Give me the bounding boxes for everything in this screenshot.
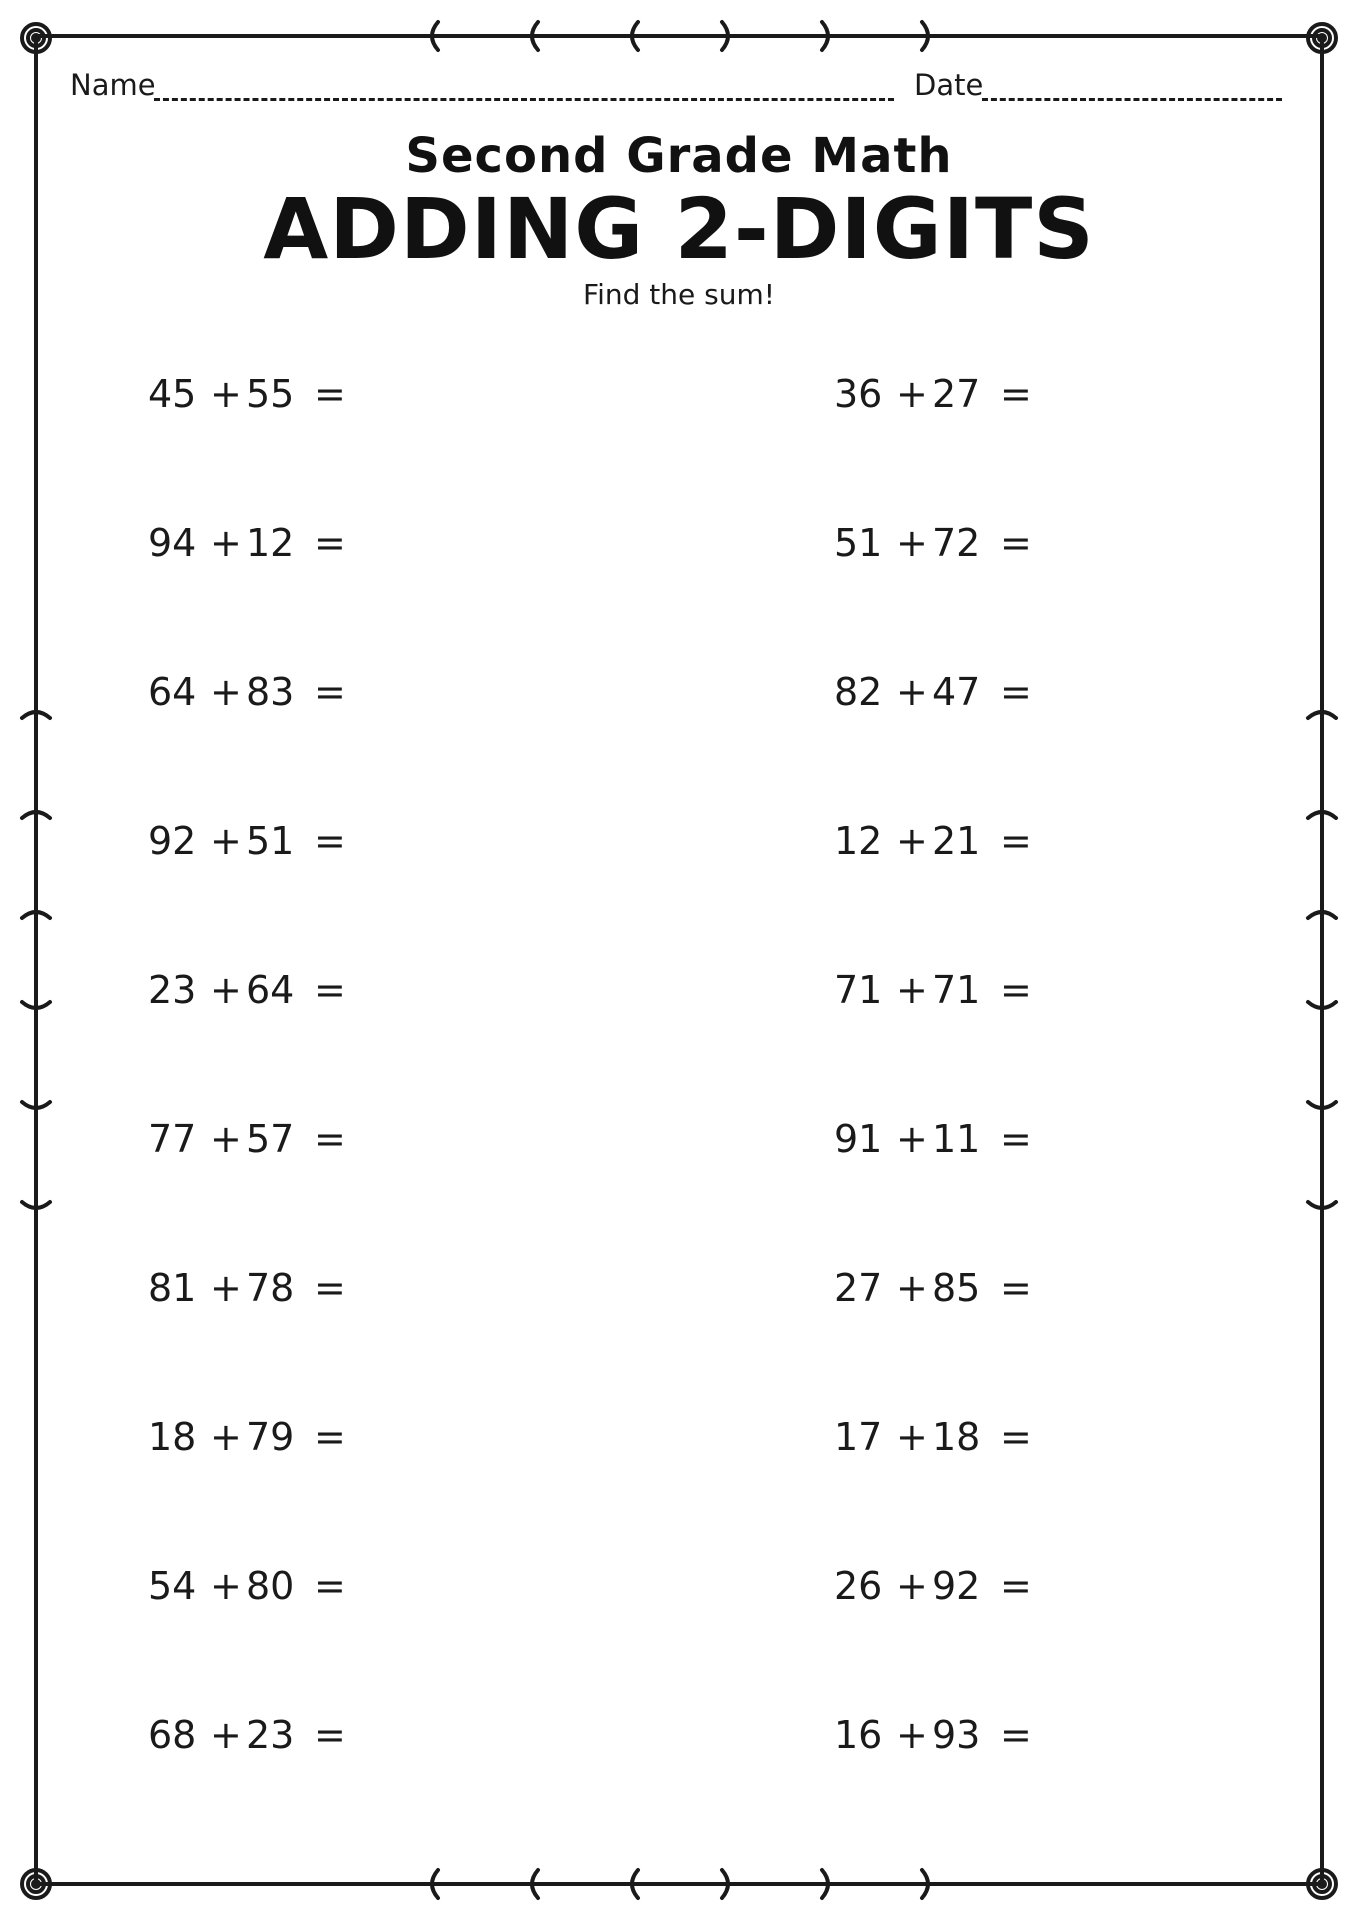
- equals-sign: =: [1000, 1415, 1032, 1459]
- addend-b: 80: [246, 1564, 295, 1608]
- addend-a: 16: [834, 1713, 883, 1757]
- answer-area[interactable]: [1034, 1415, 1194, 1459]
- plus-sign: +: [896, 1713, 928, 1757]
- plus-sign: +: [896, 670, 928, 714]
- instructions: Find the sum!: [583, 278, 775, 311]
- addend-b: 27: [932, 372, 981, 416]
- plus-sign: +: [210, 372, 242, 416]
- equals-sign: =: [314, 968, 346, 1012]
- plus-sign: +: [210, 1117, 242, 1161]
- answer-area[interactable]: [1034, 372, 1194, 416]
- plus-sign: +: [896, 1415, 928, 1459]
- equals-sign: =: [1000, 1117, 1032, 1161]
- plus-sign: +: [210, 521, 242, 565]
- name-label: Name: [70, 68, 156, 102]
- addend-b: 72: [932, 521, 981, 565]
- addend-a: 54: [148, 1564, 197, 1608]
- addend-b: 47: [932, 670, 981, 714]
- equals-sign: =: [1000, 1266, 1032, 1310]
- answer-area[interactable]: [348, 819, 508, 863]
- addend-a: 64: [148, 670, 197, 714]
- plus-sign: +: [210, 670, 242, 714]
- addend-b: 11: [932, 1117, 981, 1161]
- answer-area[interactable]: [348, 968, 508, 1012]
- plus-sign: +: [210, 1713, 242, 1757]
- plus-sign: +: [210, 819, 242, 863]
- plus-sign: +: [210, 968, 242, 1012]
- plus-sign: +: [896, 1266, 928, 1310]
- equals-sign: =: [314, 1415, 346, 1459]
- addend-a: 18: [148, 1415, 197, 1459]
- equals-sign: =: [314, 1117, 346, 1161]
- addend-a: 91: [834, 1117, 883, 1161]
- equals-sign: =: [314, 819, 346, 863]
- addend-b: 21: [932, 819, 981, 863]
- equals-sign: =: [314, 1266, 346, 1310]
- plus-sign: +: [896, 1117, 928, 1161]
- answer-area[interactable]: [348, 1117, 508, 1161]
- answer-area[interactable]: [348, 521, 508, 565]
- answer-area[interactable]: [348, 1415, 508, 1459]
- addend-a: 77: [148, 1117, 197, 1161]
- equals-sign: =: [1000, 372, 1032, 416]
- plus-sign: +: [896, 819, 928, 863]
- subtitle: Second Grade Math: [405, 128, 953, 184]
- addend-a: 23: [148, 968, 197, 1012]
- answer-area[interactable]: [1034, 1117, 1194, 1161]
- addend-a: 45: [148, 372, 197, 416]
- addend-b: 78: [246, 1266, 295, 1310]
- equals-sign: =: [1000, 968, 1032, 1012]
- answer-area[interactable]: [1034, 1713, 1194, 1757]
- addend-a: 92: [148, 819, 197, 863]
- addend-a: 51: [834, 521, 883, 565]
- plus-sign: +: [896, 372, 928, 416]
- worksheet-header: [70, 62, 1290, 112]
- date-blank-line[interactable]: [982, 98, 1282, 101]
- plus-sign: +: [210, 1564, 242, 1608]
- equals-sign: =: [314, 521, 346, 565]
- name-blank-line[interactable]: [154, 98, 894, 101]
- plus-sign: +: [896, 968, 928, 1012]
- plus-sign: +: [210, 1415, 242, 1459]
- date-label: Date: [914, 68, 984, 102]
- answer-area[interactable]: [1034, 819, 1194, 863]
- addend-a: 82: [834, 670, 883, 714]
- addend-b: 23: [246, 1713, 295, 1757]
- answer-area[interactable]: [348, 670, 508, 714]
- addend-a: 81: [148, 1266, 197, 1310]
- equals-sign: =: [314, 1564, 346, 1608]
- answer-area[interactable]: [1034, 1266, 1194, 1310]
- equals-sign: =: [1000, 1564, 1032, 1608]
- addend-b: 55: [246, 372, 295, 416]
- addend-b: 85: [932, 1266, 981, 1310]
- plus-sign: +: [896, 1564, 928, 1608]
- answer-area[interactable]: [1034, 670, 1194, 714]
- plus-sign: +: [896, 521, 928, 565]
- equals-sign: =: [314, 372, 346, 416]
- addend-a: 27: [834, 1266, 883, 1310]
- answer-area[interactable]: [348, 1564, 508, 1608]
- answer-area[interactable]: [1034, 521, 1194, 565]
- addend-b: 92: [932, 1564, 981, 1608]
- addend-b: 64: [246, 968, 295, 1012]
- equals-sign: =: [1000, 670, 1032, 714]
- addend-a: 71: [834, 968, 883, 1012]
- addend-b: 18: [932, 1415, 981, 1459]
- addend-a: 36: [834, 372, 883, 416]
- addend-a: 68: [148, 1713, 197, 1757]
- equals-sign: =: [1000, 1713, 1032, 1757]
- addend-a: 94: [148, 521, 197, 565]
- addend-b: 93: [932, 1713, 981, 1757]
- addend-b: 12: [246, 521, 295, 565]
- addend-b: 51: [246, 819, 295, 863]
- equals-sign: =: [314, 1713, 346, 1757]
- answer-area[interactable]: [348, 1266, 508, 1310]
- answer-area[interactable]: [348, 1713, 508, 1757]
- answer-area[interactable]: [1034, 968, 1194, 1012]
- addend-a: 26: [834, 1564, 883, 1608]
- equals-sign: =: [1000, 819, 1032, 863]
- answer-area[interactable]: [1034, 1564, 1194, 1608]
- problem-grid: [0, 360, 1358, 1840]
- equals-sign: =: [1000, 521, 1032, 565]
- addend-b: 83: [246, 670, 295, 714]
- addend-b: 79: [246, 1415, 295, 1459]
- addend-a: 12: [834, 819, 883, 863]
- addend-b: 57: [246, 1117, 295, 1161]
- page-title: ADDING 2-DIGITS: [263, 180, 1095, 278]
- addend-a: 17: [834, 1415, 883, 1459]
- equals-sign: =: [314, 670, 346, 714]
- addend-b: 71: [932, 968, 981, 1012]
- answer-area[interactable]: [348, 372, 508, 416]
- plus-sign: +: [210, 1266, 242, 1310]
